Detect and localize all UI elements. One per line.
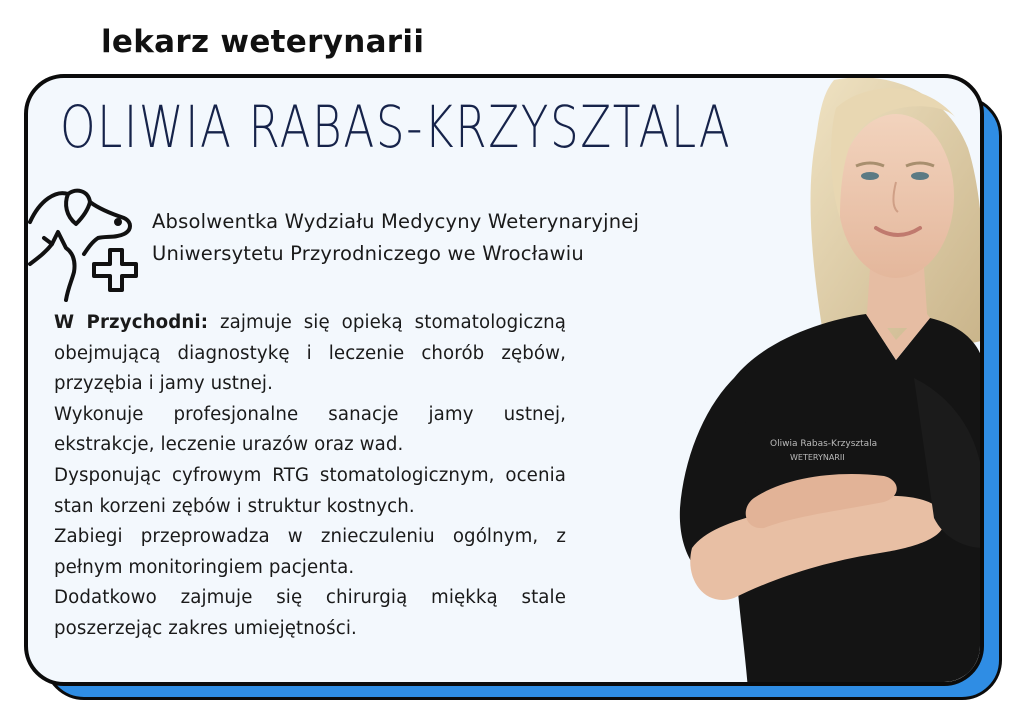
role-title: lekarz weterynarii: [101, 24, 425, 60]
description-paragraph-1: [54, 308, 566, 400]
face: [838, 114, 954, 278]
description-lead: W Przychodni:: [54, 312, 209, 333]
education-line-2: Uniwersytetu Przyrodniczego we Wrocławiu: [152, 242, 584, 265]
description-paragraph-4: Zabiegi przeprowadza w znieczuleniu ogólnym, z pełnym monitoringiem pacjenta.: [54, 526, 566, 578]
description: [54, 308, 566, 645]
description-paragraph-3: Dysponując cyfrowym RTG stomatologicznym, ocenia stan korzeni zębów i struktur kostnych.: [54, 464, 566, 517]
education-line-1: Absolwentka Wydziału Medycyny Weterynaryjnej: [152, 210, 640, 233]
dog-cat-medical-cross-icon: [28, 182, 138, 304]
description-p1-text: zajmuje się opieką stomatologiczną obejmującą diagnostykę i leczenie chorób zębów, przyzębia i jamy ustnej.: [54, 312, 566, 395]
profile-card: [24, 74, 984, 686]
uniform-print-label: WETERYNARII: [790, 453, 845, 462]
doctor-portrait: [584, 78, 984, 686]
uniform-print-name: Oliwia Rabas-Krzysztala: [770, 439, 878, 449]
description-paragraph-5: Dodatkowo zajmuje się chirurgią miękką stale poszerzejąc zakres umiejętności.: [54, 587, 566, 639]
description-paragraph-2: Wykonuje profesjonalne sanacje jamy ustnej, ekstrakcje, leczenie urazów oraz wad.: [54, 403, 566, 456]
doctor-name: OLIWIA RABAS-KRZYSZTALA: [60, 93, 732, 161]
